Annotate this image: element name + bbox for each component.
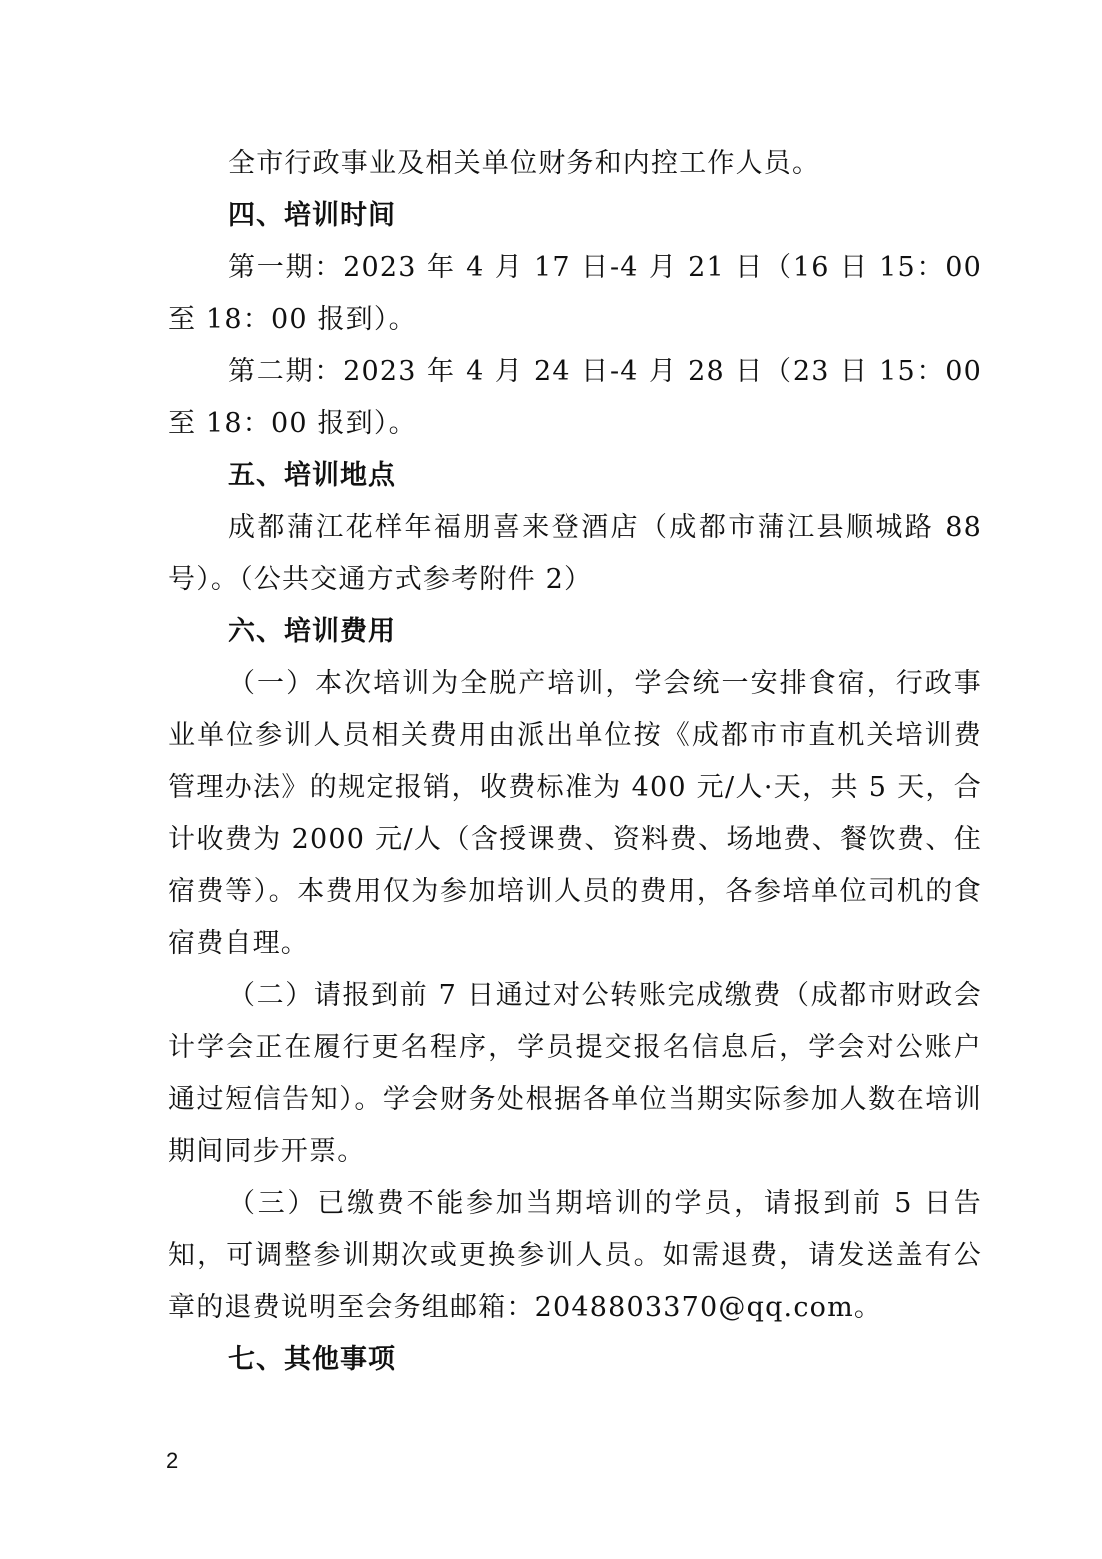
paragraph-fee-two: （二）请报到前 7 日通过对公转账完成缴费（成都市财政会计学会正在履行更名程序，学员提交报名信息后，学会对公账户通过短信告知）。学会财务处根据各单位当期实际参加人数在培训期间同步开票。 — [168, 980, 982, 1167]
paragraph-participants: 全市行政事业及相关单位财务和内控工作人员。 — [228, 148, 821, 179]
paragraph-session-two: 第二期：2023 年 4 月 24 日-4 月 28 日（23 日 15：00 至 18：00 报到）。 — [168, 356, 982, 439]
section-heading-other-matters: 七、其他事项 — [228, 1344, 396, 1375]
page-number: 2 — [166, 1448, 179, 1473]
section-heading-training-fees: 六、培训费用 — [228, 616, 396, 647]
paragraph-session-one: 第一期：2023 年 4 月 17 日-4 月 21 日（16 日 15：00 至 18：00 报到）。 — [168, 252, 982, 335]
section-heading-training-time: 四、培训时间 — [228, 200, 396, 231]
document-body — [168, 138, 982, 1386]
paragraph-fee-three: （三）已缴费不能参加当期培训的学员，请报到前 5 日告知，可调整参训期次或更换参训人员。如需退费，请发送盖有公章的退费说明至会务组邮箱：2048803370@qq.com。 — [168, 1188, 982, 1323]
paragraph-fee-one: （一）本次培训为全脱产培训，学会统一安排食宿，行政事业单位参训人员相关费用由派出单位按《成都市市直机关培训费管理办法》的规定报销，收费标准为 400 元/人·天，共 5 天，合计收费为 2000 元/人（含授课费、资料费、场地费、餐饮费、住宿费等）。本费用仅为参加培训人员的费用，各参培单位司机的食宿费自理。 — [168, 668, 982, 959]
section-heading-training-location: 五、培训地点 — [228, 460, 396, 491]
paragraph-location: 成都蒲江花样年福朋喜来登酒店（成都市蒲江县顺城路 88 号）。（公共交通方式参考附件 2） — [168, 512, 982, 595]
